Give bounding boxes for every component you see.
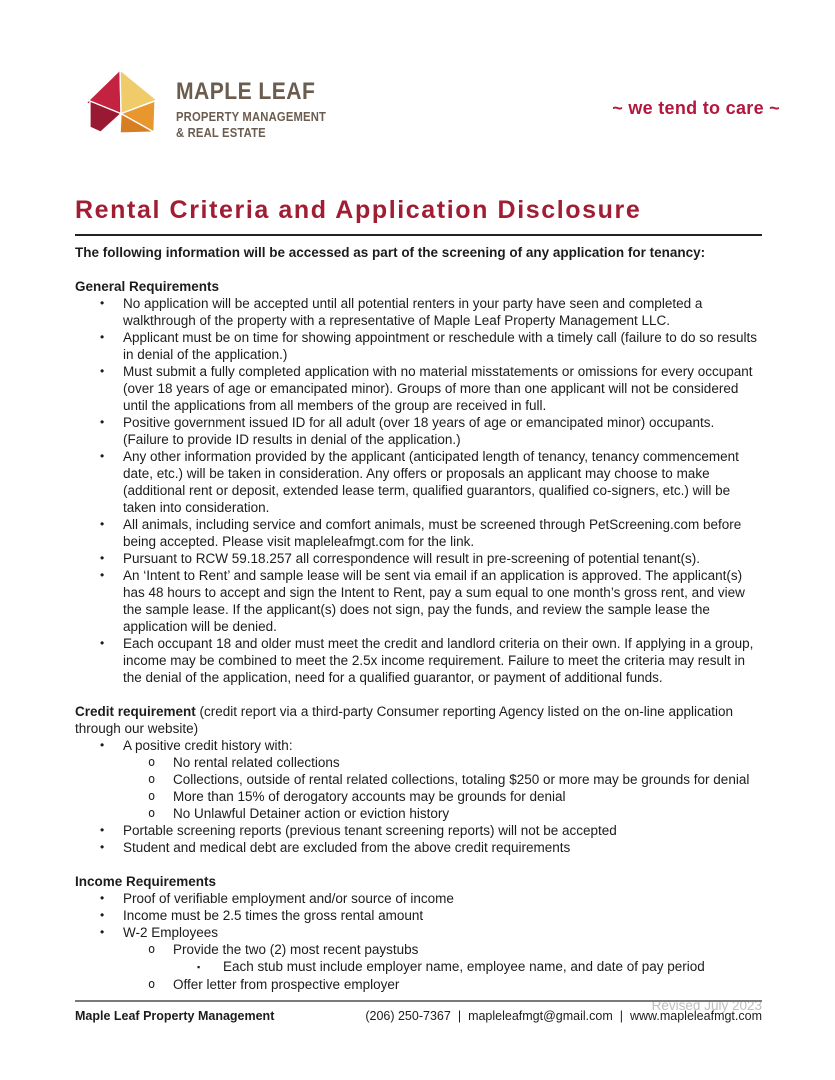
list-item [75, 788, 762, 805]
list-item-text: Provide the two (2) most recent paystubs [173, 942, 419, 958]
section-heading-label: General Requirements [75, 279, 220, 295]
list-item-text: An ‘Intent to Rent’ and sample lease will be sent via email if an application is approved. The applicant(s) has 48 hours to accept and sign the Intent to Rent, pay a sum equal to one month’s gross rent, and view the sample lease. If the applicant(s) does not sign, pay the funds, and review the sample lease the application will be denied. [123, 568, 745, 635]
list-item-text: Each occupant 18 and older must meet the credit and landlord criteria on their own. If applying in a group, income may be combined to meet the 2.5x income requirement. Failure to meet the criteria may result in the denial of the application, need for a qualified guarantor, or payment of additional funds. [123, 636, 754, 686]
list-item [75, 363, 762, 414]
section-heading [75, 873, 762, 890]
list-item [75, 771, 762, 788]
section-heading-note: (credit report via a third-party Consumer reporting Agency listed on the on-line application through our website) [75, 704, 734, 737]
footer-website: www.mapleleafmgt.com [630, 1009, 762, 1023]
company-logo [83, 68, 343, 141]
list-item [75, 635, 762, 686]
house-logo-icon [83, 68, 161, 136]
company-tagline: ~ we tend to care ~ [612, 98, 780, 118]
bullet-marker: • [100, 823, 105, 838]
bullet-marker: • [100, 891, 105, 906]
brand-name: MAPLE LEAF [176, 78, 316, 105]
bullet-marker: • [100, 551, 105, 566]
list-item [75, 295, 762, 329]
list-item-text: A positive credit history with: [123, 738, 293, 754]
bullet-marker: • [100, 840, 105, 855]
list-item-text: Applicant must be on time for showing appointment or reschedule with a timely call (failure to do so results in denial of the application.) [123, 330, 758, 363]
header [0, 0, 835, 141]
bullet-marker: • [100, 330, 105, 345]
bullet-marker: • [100, 517, 105, 532]
list-item [75, 822, 762, 839]
list-item-text: No application will be accepted until all potential renters in your party have seen and completed a walkthrough of the property with a representative of Maple Leaf Property Management LLC. [123, 296, 703, 329]
bullet-marker: • [100, 568, 105, 583]
list-item-text: Positive government issued ID for all adult (over 18 years of age or emancipated minor) occupants. (Failure to provide ID results in denial of the application.) [123, 415, 715, 448]
bullet-marker: o [148, 755, 156, 770]
list-item-text: No Unlawful Detainer action or eviction history [173, 806, 450, 822]
list-item-text: All animals, including service and comfort animals, must be screened through PetScreening.com before being accepted. Please visit mapleleafmgt.com for the link. [123, 517, 742, 550]
list-item [75, 976, 762, 993]
list-item-text: Pursuant to RCW 59.18.257 all correspondence will result in pre-screening of potential tenant(s). [123, 551, 701, 567]
footer-email: mapleleafmgt@gmail.com [468, 1009, 613, 1023]
title-block [75, 195, 762, 236]
brand-subtitle-2: & REAL ESTATE [176, 125, 266, 140]
footer-separator: | [619, 1009, 623, 1023]
section-heading [75, 278, 762, 295]
list-item-text: No rental related collections [173, 755, 340, 771]
list-item [75, 567, 762, 635]
section-heading [75, 703, 762, 737]
sections [75, 278, 762, 993]
bullet-marker: o [148, 772, 156, 787]
list-item-text: Offer letter from prospective employer [173, 977, 400, 993]
section [75, 278, 762, 686]
list-item-text: W-2 Employees [123, 925, 219, 941]
bullet-marker: • [100, 908, 105, 923]
bullet-marker: • [100, 296, 105, 311]
list-item [75, 805, 762, 822]
list-item [75, 941, 762, 958]
footer-company-name: Maple Leaf Property Management [75, 1009, 275, 1023]
section-heading-label: Credit requirement [75, 704, 196, 720]
bullet-marker: • [100, 925, 105, 940]
list-item [75, 839, 762, 856]
page-title: Rental Criteria and Application Disclosure [75, 196, 642, 225]
list-item [75, 924, 762, 941]
list-item [75, 414, 762, 448]
section-heading-label: Income Requirements [75, 874, 217, 890]
list-item [75, 448, 762, 516]
list-item-text: Portable screening reports (previous tenant screening reports) will not be accepted [123, 823, 617, 839]
list-item-text: Must submit a fully completed application with no material misstatements or omissions for every occupant (over 18 years of age or emancipated minor). Groups of more than one applicant will not be considered until the applications from all members of the group are received in full. [123, 364, 753, 414]
bullet-marker: o [148, 977, 156, 992]
footer-phone: (206) 250-7367 [365, 1009, 451, 1023]
list-item-text: Student and medical debt are excluded from the above credit requirements [123, 840, 571, 856]
list-item [75, 754, 762, 771]
list-item-text: Any other information provided by the applicant (anticipated length of tenancy, tenancy commencement date, etc.) will be taken in consideration. Any offers or proposals an applicant may choose to make (additional rent or deposit, extended lease term, qualified guarantors, qualified co-signers, etc.) will be taken into consideration. [123, 449, 739, 516]
list-item [75, 958, 762, 976]
list-item-text: Collections, outside of rental related collections, totaling $250 or more may be grounds for denial [173, 772, 750, 788]
list-item [75, 907, 762, 924]
brand-subtitle-1: PROPERTY MANAGEMENT [176, 110, 327, 124]
footer [75, 1000, 762, 1023]
list-item [75, 737, 762, 754]
intro-statement: The following information will be accessed as part of the screening of any application for tenancy: [75, 245, 706, 261]
brand-text [176, 80, 343, 141]
bullet-marker: • [100, 364, 105, 379]
list-item [75, 890, 762, 907]
list-item [75, 516, 762, 550]
bullet-marker: ▪ [197, 962, 201, 973]
section [75, 703, 762, 856]
bullet-marker: o [148, 942, 156, 957]
bullet-marker: o [148, 789, 156, 804]
footer-separator: | [457, 1009, 462, 1023]
list-item [75, 550, 762, 567]
section [75, 873, 762, 993]
revised-date: Revised July 2023 [651, 998, 762, 1014]
bullet-marker: • [100, 738, 105, 753]
list-item-text: Each stub must include employer name, employee name, and date of pay period [223, 959, 705, 975]
bullet-marker: • [100, 415, 105, 430]
bullet-marker: o [148, 806, 156, 821]
bullet-marker: • [100, 636, 105, 651]
list-item-text: More than 15% of derogatory accounts may be grounds for denial [173, 789, 566, 805]
footer-contact-info [365, 1009, 762, 1023]
list-item [75, 329, 762, 363]
list-item-text: Proof of verifiable employment and/or source of income [123, 891, 454, 907]
list-item-text: Income must be 2.5 times the gross rental amount [123, 908, 424, 924]
bullet-marker: • [100, 449, 105, 464]
